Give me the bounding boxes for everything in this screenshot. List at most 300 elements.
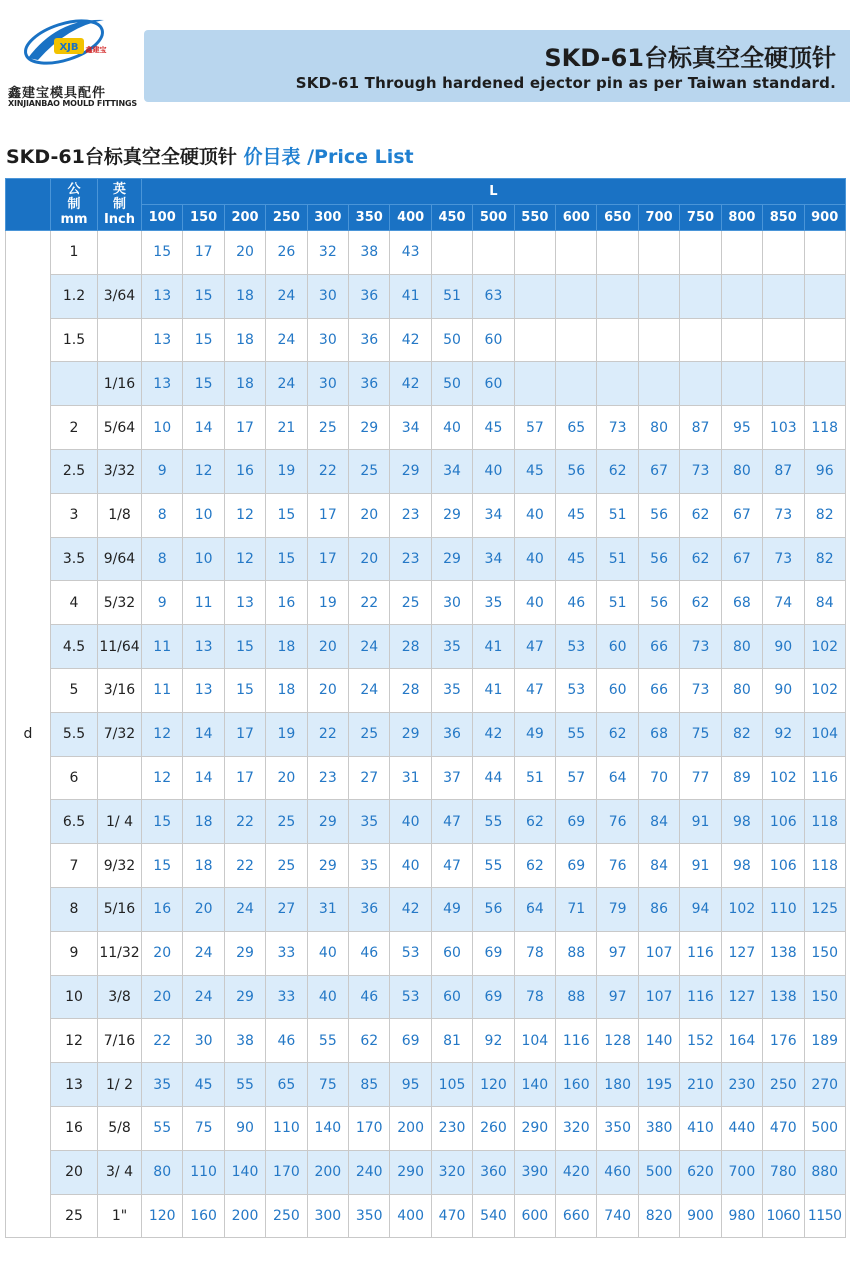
price-cell: 19 — [266, 712, 307, 756]
price-cell: 20 — [183, 887, 224, 931]
price-cell: 880 — [804, 1150, 845, 1194]
price-cell: 12 — [183, 449, 224, 493]
price-cell: 1060 — [763, 1194, 804, 1238]
price-cell — [514, 318, 555, 362]
cell-mm: 12 — [51, 1019, 98, 1063]
price-cell: 127 — [721, 931, 762, 975]
price-cell: 470 — [431, 1194, 472, 1238]
price-cell — [804, 274, 845, 318]
price-cell: 80 — [142, 1150, 183, 1194]
cell-mm: 6 — [51, 756, 98, 800]
price-cell: 125 — [804, 887, 845, 931]
price-cell: 69 — [556, 800, 597, 844]
banner-title-cn: SKD-61台标真空全硬顶针 — [544, 44, 836, 72]
length-header-cell: 400 — [390, 205, 431, 231]
price-cell: 20 — [266, 756, 307, 800]
price-cell: 620 — [680, 1150, 721, 1194]
price-cell: 76 — [597, 800, 638, 844]
price-cell: 150 — [804, 975, 845, 1019]
length-header-cell: 150 — [183, 205, 224, 231]
price-cell: 16 — [142, 887, 183, 931]
price-cell: 95 — [721, 406, 762, 450]
price-cell: 27 — [266, 887, 307, 931]
price-cell: 740 — [597, 1194, 638, 1238]
price-cell: 29 — [431, 537, 472, 581]
page-header — [0, 0, 850, 110]
price-cell — [556, 362, 597, 406]
price-cell: 34 — [390, 406, 431, 450]
cell-mm: 5 — [51, 668, 98, 712]
price-cell: 19 — [266, 449, 307, 493]
price-cell: 102 — [763, 756, 804, 800]
price-cell — [431, 231, 472, 275]
price-cell: 63 — [473, 274, 514, 318]
price-cell: 49 — [514, 712, 555, 756]
price-cell: 24 — [224, 887, 265, 931]
price-cell: 9 — [142, 581, 183, 625]
cell-mm: 4 — [51, 581, 98, 625]
price-cell: 12 — [224, 537, 265, 581]
price-cell: 20 — [307, 668, 348, 712]
price-cell: 320 — [431, 1150, 472, 1194]
price-cell: 35 — [431, 668, 472, 712]
price-cell: 30 — [183, 1019, 224, 1063]
price-cell: 12 — [142, 756, 183, 800]
price-cell: 106 — [763, 800, 804, 844]
price-cell: 40 — [307, 975, 348, 1019]
price-cell: 25 — [390, 581, 431, 625]
price-cell: 500 — [638, 1150, 679, 1194]
price-cell: 11 — [142, 668, 183, 712]
price-cell — [556, 231, 597, 275]
price-cell: 116 — [556, 1019, 597, 1063]
price-cell: 700 — [721, 1150, 762, 1194]
price-cell: 20 — [349, 537, 390, 581]
price-cell: 35 — [431, 625, 472, 669]
price-cell: 13 — [142, 318, 183, 362]
price-cell: 69 — [473, 975, 514, 1019]
cell-inch: 1/16 — [98, 362, 142, 406]
price-cell: 56 — [556, 449, 597, 493]
price-cell: 118 — [804, 406, 845, 450]
price-cell: 15 — [183, 274, 224, 318]
table-row — [6, 1019, 846, 1063]
price-cell: 43 — [390, 231, 431, 275]
price-cell: 98 — [721, 844, 762, 888]
cell-mm: 9 — [51, 931, 98, 975]
price-cell: 40 — [514, 581, 555, 625]
length-header-cell: 600 — [556, 205, 597, 231]
price-cell: 97 — [597, 931, 638, 975]
price-cell: 76 — [597, 844, 638, 888]
price-cell — [804, 362, 845, 406]
price-cell: 18 — [183, 800, 224, 844]
price-cell: 22 — [307, 712, 348, 756]
price-cell: 62 — [597, 449, 638, 493]
price-cell — [638, 231, 679, 275]
price-cell: 780 — [763, 1150, 804, 1194]
length-header-cell: 650 — [597, 205, 638, 231]
price-cell: 110 — [763, 887, 804, 931]
price-cell — [597, 231, 638, 275]
price-cell: 102 — [804, 668, 845, 712]
price-cell: 25 — [266, 844, 307, 888]
table-row — [6, 625, 846, 669]
cell-mm: 1.2 — [51, 274, 98, 318]
price-cell: 40 — [390, 800, 431, 844]
price-cell: 230 — [431, 1106, 472, 1150]
price-cell: 75 — [307, 1063, 348, 1107]
price-cell: 25 — [349, 449, 390, 493]
price-cell: 170 — [266, 1150, 307, 1194]
price-cell: 40 — [390, 844, 431, 888]
price-cell — [597, 274, 638, 318]
price-cell: 30 — [307, 274, 348, 318]
price-cell: 96 — [804, 449, 845, 493]
price-cell: 164 — [721, 1019, 762, 1063]
price-cell: 900 — [680, 1194, 721, 1238]
price-cell: 55 — [473, 844, 514, 888]
price-cell: 84 — [638, 800, 679, 844]
price-cell: 46 — [349, 931, 390, 975]
header-mm: 公 制 mm — [51, 179, 98, 231]
price-cell: 440 — [721, 1106, 762, 1150]
price-cell: 62 — [680, 493, 721, 537]
price-cell: 104 — [514, 1019, 555, 1063]
length-header-cell: 450 — [431, 205, 472, 231]
price-cell: 28 — [390, 625, 431, 669]
price-cell: 66 — [638, 625, 679, 669]
cell-inch: 1/ 2 — [98, 1063, 142, 1107]
price-cell: 98 — [721, 800, 762, 844]
price-cell: 12 — [224, 493, 265, 537]
price-cell: 16 — [266, 581, 307, 625]
price-cell: 67 — [721, 493, 762, 537]
price-cell: 36 — [349, 362, 390, 406]
price-cell: 15 — [224, 625, 265, 669]
price-cell: 79 — [597, 887, 638, 931]
price-cell: 42 — [473, 712, 514, 756]
price-cell: 22 — [142, 1019, 183, 1063]
length-header-cell: 700 — [638, 205, 679, 231]
price-cell: 18 — [266, 625, 307, 669]
cell-mm: 16 — [51, 1106, 98, 1150]
price-cell: 45 — [514, 449, 555, 493]
cell-mm: 10 — [51, 975, 98, 1019]
price-cell: 90 — [763, 625, 804, 669]
price-cell: 20 — [142, 975, 183, 1019]
price-cell: 89 — [721, 756, 762, 800]
price-cell — [638, 362, 679, 406]
price-cell: 33 — [266, 975, 307, 1019]
price-cell: 22 — [307, 449, 348, 493]
banner-title-en: SKD-61 Through hardened ejector pin as per Taiwan standard. — [295, 74, 836, 92]
price-cell: 55 — [224, 1063, 265, 1107]
price-cell: 49 — [431, 887, 472, 931]
price-cell: 980 — [721, 1194, 762, 1238]
cell-inch: 5/32 — [98, 581, 142, 625]
price-cell: 102 — [721, 887, 762, 931]
price-cell: 41 — [473, 625, 514, 669]
price-cell: 68 — [721, 581, 762, 625]
price-cell: 51 — [597, 581, 638, 625]
price-cell: 21 — [266, 406, 307, 450]
price-cell: 210 — [680, 1063, 721, 1107]
price-cell: 94 — [680, 887, 721, 931]
price-cell: 14 — [183, 756, 224, 800]
table-row — [6, 887, 846, 931]
price-cell: 32 — [307, 231, 348, 275]
price-cell: 15 — [183, 362, 224, 406]
price-cell: 37 — [431, 756, 472, 800]
table-row — [6, 493, 846, 537]
cell-inch: 5/16 — [98, 887, 142, 931]
price-cell: 82 — [804, 493, 845, 537]
cell-inch: 3/8 — [98, 975, 142, 1019]
price-cell: 20 — [307, 625, 348, 669]
price-cell: 69 — [556, 844, 597, 888]
price-cell: 22 — [224, 844, 265, 888]
price-cell: 26 — [266, 231, 307, 275]
length-header-cell: 500 — [473, 205, 514, 231]
price-cell — [763, 318, 804, 362]
price-cell: 47 — [431, 800, 472, 844]
price-cell: 500 — [804, 1106, 845, 1150]
price-cell: 138 — [763, 931, 804, 975]
price-cell: 106 — [763, 844, 804, 888]
length-header-cell: 900 — [804, 205, 845, 231]
price-cell: 65 — [266, 1063, 307, 1107]
cell-inch: 1/8 — [98, 493, 142, 537]
price-cell: 23 — [390, 537, 431, 581]
price-cell: 116 — [804, 756, 845, 800]
price-cell: 30 — [431, 581, 472, 625]
price-cell: 62 — [680, 581, 721, 625]
price-cell: 29 — [224, 975, 265, 1019]
price-cell: 8 — [142, 493, 183, 537]
price-cell: 22 — [349, 581, 390, 625]
price-cell — [721, 274, 762, 318]
price-cell: 128 — [597, 1019, 638, 1063]
table-row — [6, 975, 846, 1019]
price-cell — [597, 362, 638, 406]
price-cell: 160 — [183, 1194, 224, 1238]
price-cell: 53 — [390, 975, 431, 1019]
price-cell: 25 — [349, 712, 390, 756]
price-cell: 35 — [473, 581, 514, 625]
price-cell: 45 — [183, 1063, 224, 1107]
price-cell: 65 — [556, 406, 597, 450]
price-cell: 600 — [514, 1194, 555, 1238]
price-cell: 87 — [680, 406, 721, 450]
price-cell: 92 — [763, 712, 804, 756]
price-cell: 45 — [473, 406, 514, 450]
table-row — [6, 1106, 846, 1150]
price-cell: 56 — [638, 493, 679, 537]
price-cell: 15 — [142, 800, 183, 844]
price-cell: 55 — [307, 1019, 348, 1063]
price-cell: 140 — [307, 1106, 348, 1150]
price-cell: 25 — [266, 800, 307, 844]
price-cell: 40 — [514, 537, 555, 581]
header-length-L: L — [142, 179, 846, 205]
price-cell: 29 — [307, 844, 348, 888]
price-cell: 11 — [183, 581, 224, 625]
price-cell: 195 — [638, 1063, 679, 1107]
price-cell: 56 — [638, 537, 679, 581]
price-cell: 62 — [597, 712, 638, 756]
price-cell: 13 — [142, 362, 183, 406]
price-cell — [597, 318, 638, 362]
price-cell: 36 — [431, 712, 472, 756]
cell-mm: 4.5 — [51, 625, 98, 669]
price-cell: 57 — [556, 756, 597, 800]
price-cell: 31 — [390, 756, 431, 800]
cell-inch: 3/16 — [98, 668, 142, 712]
price-cell: 47 — [431, 844, 472, 888]
price-cell: 35 — [142, 1063, 183, 1107]
table-row — [6, 449, 846, 493]
cell-inch — [98, 318, 142, 362]
cell-mm: 25 — [51, 1194, 98, 1238]
header-inch: 英 制 Inch — [98, 179, 142, 231]
price-cell: 460 — [597, 1150, 638, 1194]
price-cell: 40 — [514, 493, 555, 537]
price-cell: 38 — [224, 1019, 265, 1063]
length-header-cell: 300 — [307, 205, 348, 231]
price-cell: 24 — [266, 318, 307, 362]
price-cell: 138 — [763, 975, 804, 1019]
cell-inch: 5/8 — [98, 1106, 142, 1150]
price-cell: 10 — [183, 493, 224, 537]
price-cell: 20 — [349, 493, 390, 537]
price-cell: 55 — [556, 712, 597, 756]
price-cell: 820 — [638, 1194, 679, 1238]
length-header-cell: 250 — [266, 205, 307, 231]
price-cell: 116 — [680, 975, 721, 1019]
price-cell: 140 — [638, 1019, 679, 1063]
price-cell: 34 — [431, 449, 472, 493]
table-row — [6, 1194, 846, 1238]
price-cell: 189 — [804, 1019, 845, 1063]
price-cell: 13 — [224, 581, 265, 625]
price-cell: 42 — [390, 887, 431, 931]
cell-mm: 20 — [51, 1150, 98, 1194]
price-cell: 400 — [390, 1194, 431, 1238]
price-cell: 67 — [638, 449, 679, 493]
diameter-group-label: d — [6, 231, 51, 1238]
price-cell: 110 — [266, 1106, 307, 1150]
price-cell: 118 — [804, 800, 845, 844]
cell-inch: 11/32 — [98, 931, 142, 975]
price-cell: 260 — [473, 1106, 514, 1150]
price-cell: 15 — [266, 537, 307, 581]
price-cell: 350 — [597, 1106, 638, 1150]
price-cell: 36 — [349, 318, 390, 362]
price-cell: 69 — [473, 931, 514, 975]
price-cell: 16 — [224, 449, 265, 493]
price-cell: 470 — [763, 1106, 804, 1150]
price-cell: 46 — [266, 1019, 307, 1063]
price-cell: 34 — [473, 537, 514, 581]
price-cell: 67 — [721, 537, 762, 581]
price-cell: 24 — [266, 362, 307, 406]
price-cell: 91 — [680, 844, 721, 888]
length-header-cell: 550 — [514, 205, 555, 231]
price-cell — [763, 231, 804, 275]
price-cell: 17 — [183, 231, 224, 275]
cell-mm: 7 — [51, 844, 98, 888]
price-cell: 50 — [431, 318, 472, 362]
price-cell: 17 — [224, 712, 265, 756]
price-cell: 73 — [680, 625, 721, 669]
price-cell: 9 — [142, 449, 183, 493]
company-name-en: XINJIANBAO MOULD FITTINGS — [8, 99, 137, 108]
price-list-title — [6, 142, 414, 169]
price-cell: 29 — [307, 800, 348, 844]
price-cell: 36 — [349, 887, 390, 931]
price-cell: 62 — [349, 1019, 390, 1063]
price-cell — [680, 274, 721, 318]
price-cell: 85 — [349, 1063, 390, 1107]
price-cell: 18 — [224, 318, 265, 362]
price-cell: 105 — [431, 1063, 472, 1107]
price-cell: 50 — [431, 362, 472, 406]
price-cell: 90 — [763, 668, 804, 712]
price-cell: 80 — [638, 406, 679, 450]
price-cell: 140 — [224, 1150, 265, 1194]
header-blank-cell — [6, 179, 51, 231]
price-cell: 17 — [307, 537, 348, 581]
price-cell: 300 — [307, 1194, 348, 1238]
table-row — [6, 318, 846, 362]
price-cell: 53 — [556, 668, 597, 712]
price-cell: 33 — [266, 931, 307, 975]
length-header-cell: 100 — [142, 205, 183, 231]
price-cell: 82 — [804, 537, 845, 581]
price-cell: 18 — [183, 844, 224, 888]
price-cell: 127 — [721, 975, 762, 1019]
table-row — [6, 668, 846, 712]
price-cell: 78 — [514, 931, 555, 975]
price-cell: 42 — [390, 318, 431, 362]
price-cell: 180 — [597, 1063, 638, 1107]
price-cell: 78 — [514, 975, 555, 1019]
price-cell: 86 — [638, 887, 679, 931]
price-cell: 51 — [431, 274, 472, 318]
price-cell — [680, 362, 721, 406]
cell-inch: 1/ 4 — [98, 800, 142, 844]
cell-inch: 5/64 — [98, 406, 142, 450]
price-cell: 102 — [804, 625, 845, 669]
price-cell: 12 — [142, 712, 183, 756]
price-cell — [556, 274, 597, 318]
price-cell — [514, 274, 555, 318]
price-cell: 81 — [431, 1019, 472, 1063]
price-cell: 51 — [514, 756, 555, 800]
price-cell: 57 — [514, 406, 555, 450]
cell-inch — [98, 756, 142, 800]
price-cell: 51 — [597, 493, 638, 537]
price-cell: 17 — [307, 493, 348, 537]
price-cell: 250 — [266, 1194, 307, 1238]
cell-mm: 3 — [51, 493, 98, 537]
price-cell: 69 — [390, 1019, 431, 1063]
price-cell: 73 — [763, 537, 804, 581]
price-cell: 22 — [224, 800, 265, 844]
price-cell: 24 — [183, 931, 224, 975]
price-cell: 270 — [804, 1063, 845, 1107]
